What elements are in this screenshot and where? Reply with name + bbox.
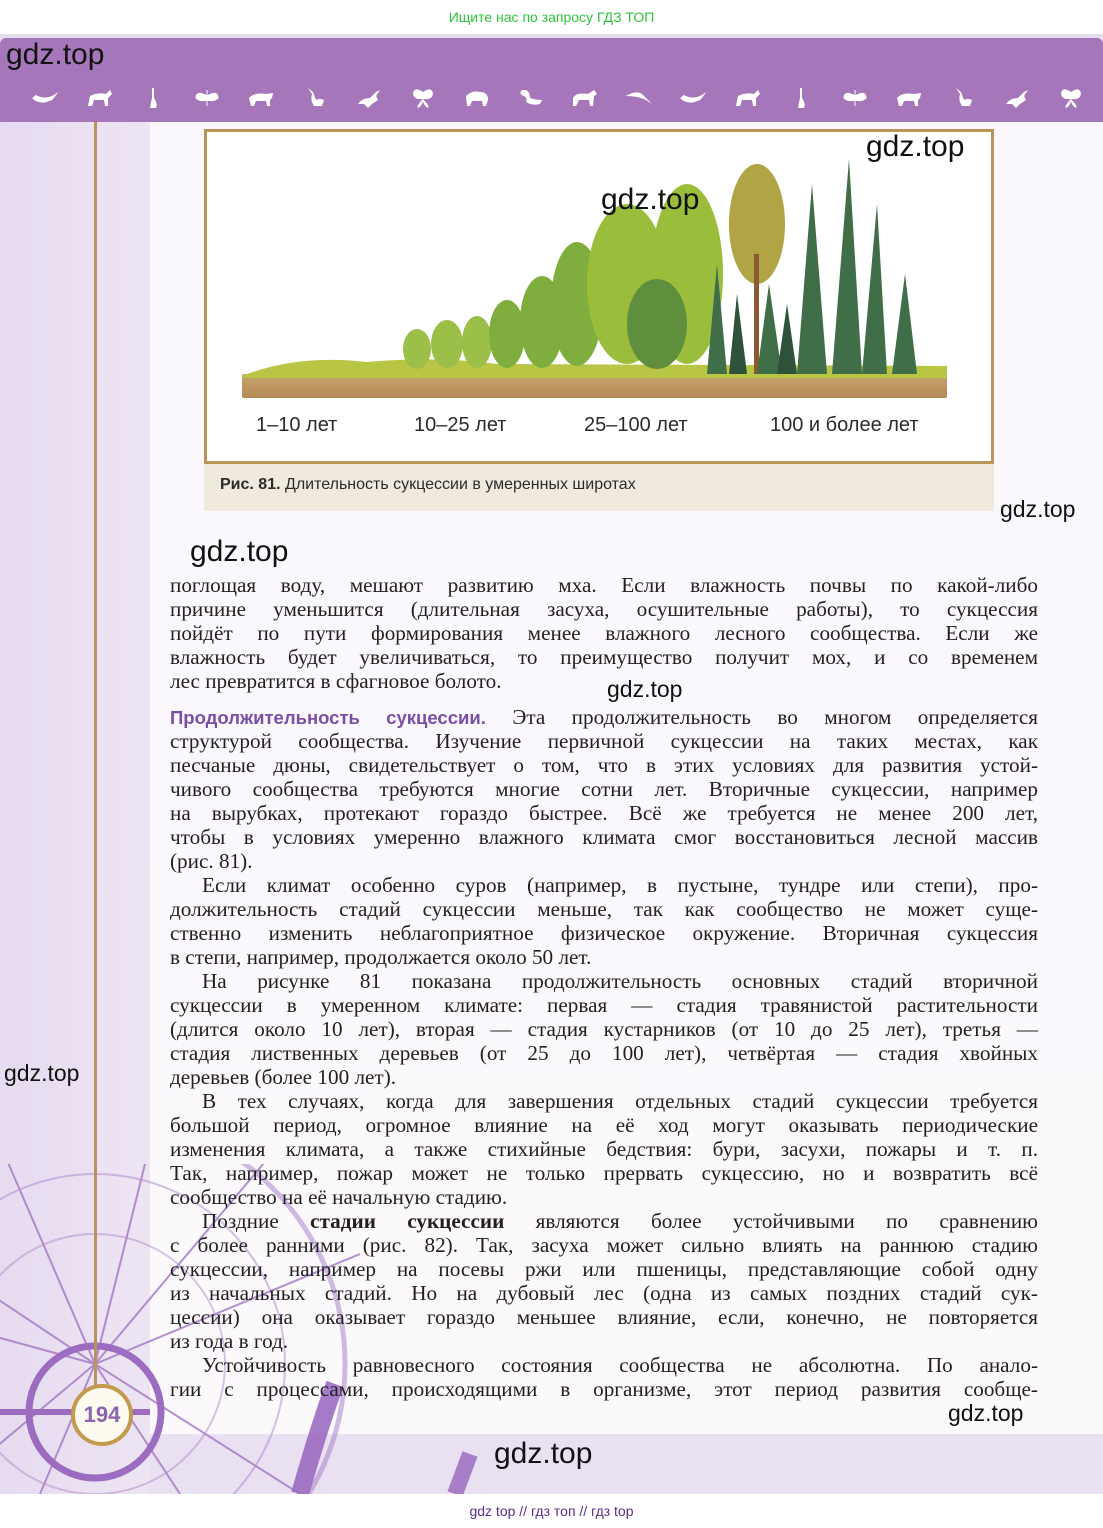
text-line: являются более устойчивыми по сравнению bbox=[535, 1209, 1038, 1233]
text-line: ственно изменить неблагоприятное физическое окружение. Вторичная сукцессия bbox=[170, 921, 1038, 945]
margin-gold-line bbox=[94, 122, 97, 1392]
text-line: (рис. 81). bbox=[170, 849, 253, 873]
cat-icon bbox=[298, 85, 332, 111]
watermark-text: gdz.top bbox=[866, 130, 965, 163]
text-line: влажность будет увеличиваться, то преимущество получит мох, и со временем bbox=[170, 645, 1038, 669]
cat-icon bbox=[946, 85, 980, 111]
text-line: сукцессии, например на посевы ржи или пшеницы, представляющие собой одну bbox=[170, 1257, 1038, 1281]
text-line: стадия лиственных деревьев (от 25 до 100 лет), четвёртая — стадия хвойных bbox=[170, 1041, 1038, 1065]
text-line: пойдёт по пути формирования менее влажного лесного сообщества. Если же bbox=[170, 621, 1038, 645]
header-band bbox=[0, 38, 1103, 122]
text-line: Устойчивость равновесного состояния сообщества не абсолютна. По анало- bbox=[202, 1353, 1038, 1377]
moth-icon bbox=[838, 85, 872, 111]
text-line: гии с процессами, происходящими в организме, этот период развития сообще- bbox=[170, 1377, 1038, 1401]
stage-label-2: 10–25 лет bbox=[414, 414, 507, 436]
text-line: с более ранними (рис. 82). Так, засуха может сильно влиять на раннюю стадию bbox=[170, 1233, 1038, 1257]
stage-labels bbox=[207, 414, 991, 444]
figure-caption bbox=[204, 464, 994, 511]
text-line: сообщество на её начальную стадию. bbox=[170, 1185, 508, 1209]
antelope-icon bbox=[352, 85, 386, 111]
text-line: на вырубках, протекают гораздо быстрее. Всё же требуется не менее 200 лет, bbox=[170, 801, 1038, 825]
bison-icon bbox=[460, 85, 494, 111]
text-line: чтобы в условиях умеренно влажного климата смог восстановиться лесной массив bbox=[170, 825, 1038, 849]
bird-standing-icon bbox=[784, 85, 818, 111]
text-line: из года в год. bbox=[170, 1329, 289, 1353]
bird-standing-icon bbox=[136, 85, 170, 111]
paragraph-climate bbox=[170, 873, 1038, 969]
paragraph-stability bbox=[170, 1353, 1038, 1401]
dolphin-icon bbox=[676, 85, 710, 111]
text-line: цессии) она оказывает гораздо меньшее влияние, если, конечно, не повторяется bbox=[170, 1305, 1038, 1329]
watermark-text: gdz.top bbox=[607, 676, 683, 702]
moose-icon bbox=[730, 85, 764, 111]
watermark-text: gdz.top bbox=[601, 183, 700, 216]
boar-icon bbox=[244, 85, 278, 111]
bold-term: стадии сукцессии bbox=[310, 1209, 505, 1233]
text-line: из начальных стадий. Но на дубовый лес (одна из самых поздних стадий сук- bbox=[170, 1281, 1038, 1305]
text-line: (длится около 10 лет), вторая — стадия кустарников (от 10 до 25 лет), третья — bbox=[170, 1017, 1038, 1041]
stage-label-4: 100 и более лет bbox=[770, 414, 919, 436]
text-line: должительность стадий сукцессии меньше, так как сообщество не может суще- bbox=[170, 897, 1038, 921]
figure-81 bbox=[204, 129, 994, 464]
section-heading: Продолжительность сукцессии. bbox=[170, 707, 486, 728]
text-line: большой период, огромное влияние на её ход могут оказывать периодические bbox=[170, 1113, 1038, 1137]
footer-watermark: gdz top // гдз топ // гдз top bbox=[469, 1503, 634, 1519]
paragraph-duration bbox=[170, 705, 1038, 873]
butterfly-icon bbox=[406, 85, 440, 111]
text-line: деревьев (более 100 лет). bbox=[170, 1065, 397, 1089]
text-line: структурой сообщества. Изучение первичной сукцессии на таких местах, как bbox=[170, 729, 1038, 753]
forest-succession-illustration bbox=[237, 144, 952, 406]
watermark-text: gdz.top bbox=[190, 535, 289, 568]
butterfly-icon bbox=[1054, 85, 1088, 111]
paragraph-1 bbox=[170, 573, 1038, 693]
watermark-text: gdz.top bbox=[4, 1060, 80, 1086]
horse-icon bbox=[568, 85, 602, 111]
page-number: 194 bbox=[71, 1384, 133, 1446]
text-line: причине уменьшится (длительная засуха, осушительные работы), то сукцессия bbox=[170, 597, 1038, 621]
search-hint-banner: Ищите нас по запросу ГДЗ ТОП bbox=[448, 9, 655, 25]
paragraph-stages bbox=[170, 969, 1038, 1089]
figure-number: Рис. 81. bbox=[220, 476, 281, 493]
text-line: В тех случаях, когда для завершения отдельных стадий сукцессии требуется bbox=[202, 1089, 1038, 1113]
text-line: Эта продолжительность во многом определяется bbox=[512, 705, 1039, 729]
text-line: поглощая воду, мешают развитию мха. Если влажность почвы по какой-либо bbox=[170, 573, 1038, 597]
watermark-text: gdz.top bbox=[1000, 496, 1076, 522]
watermark-text: gdz.top bbox=[948, 1400, 1024, 1426]
swallow-icon bbox=[622, 85, 656, 111]
figure-caption-text: Длительность сукцессии в умеренных широтах bbox=[285, 476, 636, 493]
stage-label-1: 1–10 лет bbox=[256, 414, 338, 436]
text-line: Так, например, пожар может не только прервать сукцессию, но и возвратить всё bbox=[170, 1161, 1038, 1185]
text-line: лес превратится в сфагновое болото. bbox=[170, 669, 502, 693]
moose-icon bbox=[82, 85, 116, 111]
watermark-text: gdz.top bbox=[6, 38, 105, 71]
paragraph-late-stages bbox=[170, 1209, 1038, 1353]
text-line: изменения климата, а также стихийные бедствия: бури, засухи, пожары и т. п. bbox=[170, 1137, 1038, 1161]
watermark-text: gdz.top bbox=[494, 1437, 593, 1470]
stage-label-3: 25–100 лет bbox=[584, 414, 688, 436]
text-line: На рисунке 81 показана продолжительность основных стадий вторичной bbox=[202, 969, 1038, 993]
antelope-icon bbox=[1000, 85, 1034, 111]
scorpion-icon bbox=[514, 85, 548, 111]
boar-icon bbox=[892, 85, 926, 111]
text-line: песчаные дюны, свидетельствует о том, что в этих условиях для развития устой- bbox=[170, 753, 1038, 777]
text-line: Если климат особенно суров (например, в пустыне, тундре или степи), про- bbox=[202, 873, 1038, 897]
text-line: в степи, например, продолжается около 50 лет. bbox=[170, 945, 592, 969]
animal-icon-row bbox=[28, 82, 1088, 114]
text-line: сукцессии в умеренном климате: первая — стадия травянистой растительности bbox=[170, 993, 1038, 1017]
text-word: Поздние bbox=[202, 1209, 279, 1233]
moth-icon bbox=[190, 85, 224, 111]
text-line: чивого сообщества требуются многие сотни лет. Вторичные сукцессии, например bbox=[170, 777, 1038, 801]
dolphin-icon bbox=[28, 85, 62, 111]
paragraph-disasters bbox=[170, 1089, 1038, 1209]
